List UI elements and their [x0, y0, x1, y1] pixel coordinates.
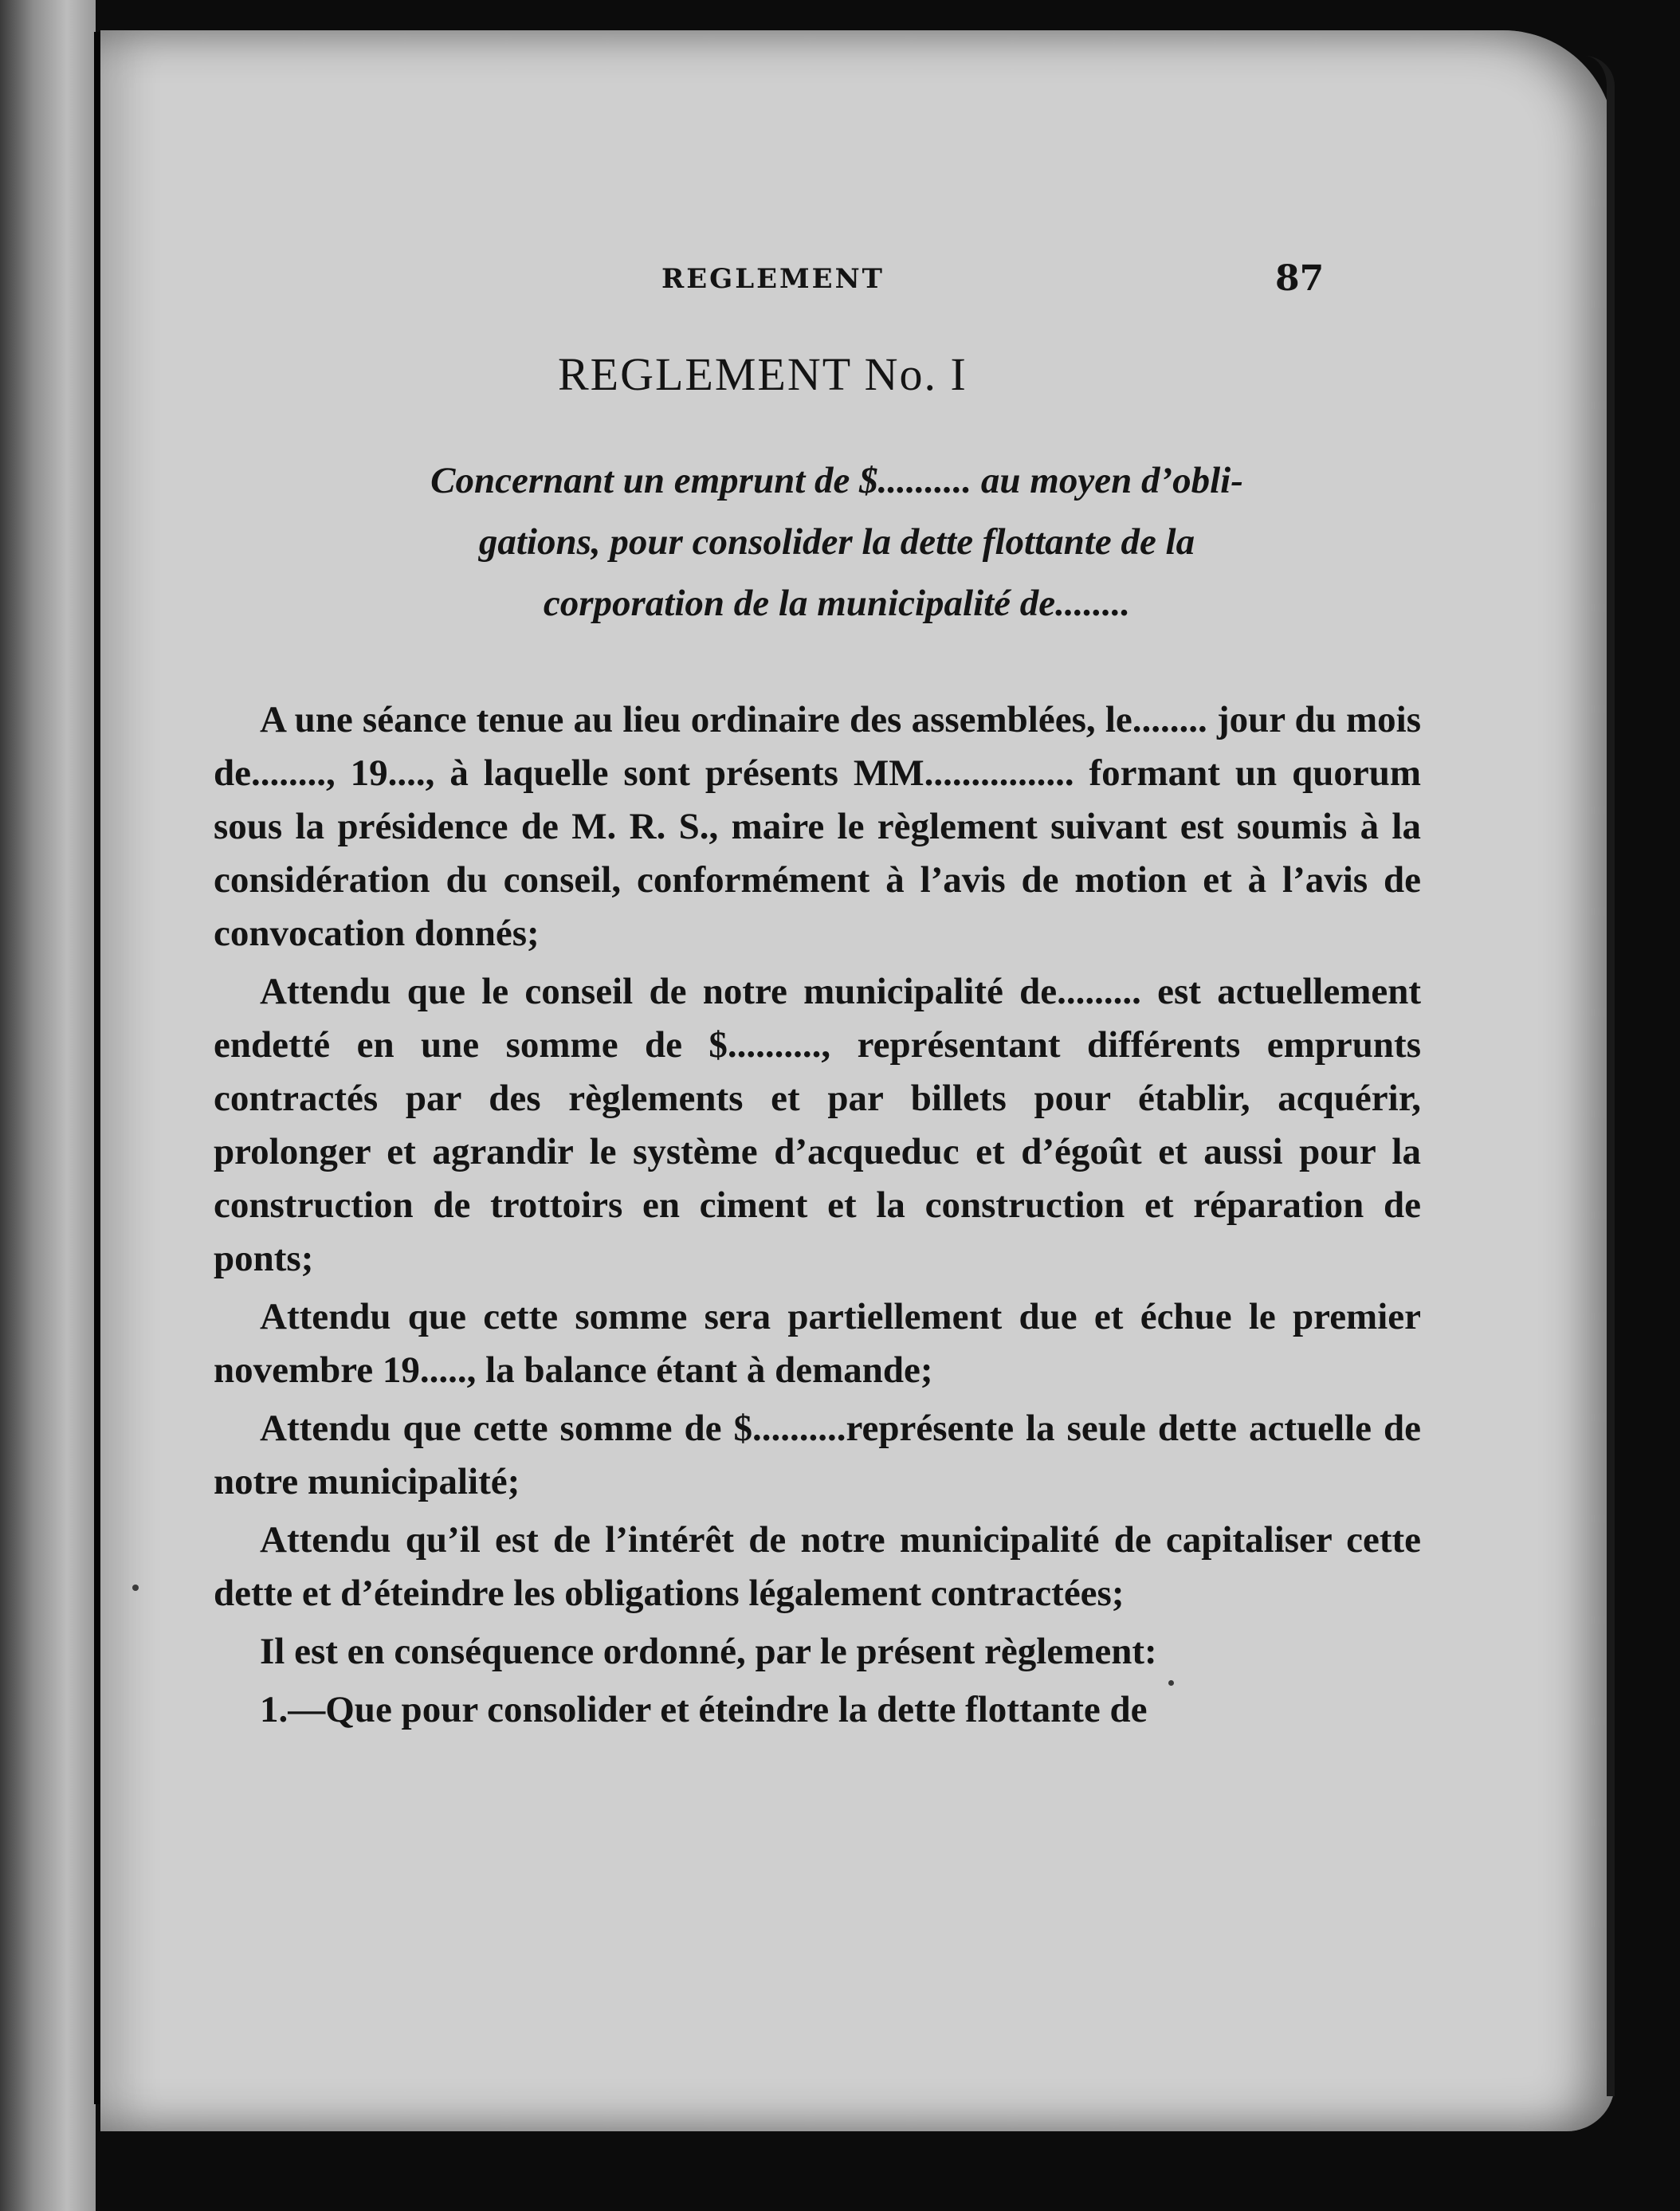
document-body	[214, 693, 1421, 1742]
book-spine	[94, 32, 100, 2104]
paragraph: Il est en conséquence ordonné, par le présent règlement:	[260, 1631, 1157, 1672]
running-head: REGLEMENT	[661, 263, 885, 295]
subtitle-line: Concernant un emprunt de $.......... au moyen d’obli-	[430, 460, 1243, 501]
paragraph: Attendu que cette somme sera partiellement due et échue le premier novembre 19....., la balance étant à demande;	[214, 1296, 1421, 1391]
paragraph: 1.—Que pour consolider et éteindre la dette flottante de	[260, 1689, 1148, 1730]
subtitle-line: corporation de la municipalité de........	[543, 583, 1131, 624]
document-subtitle	[215, 450, 1458, 634]
document-title: REGLEMENT No. I	[558, 348, 968, 400]
page-edge	[1584, 56, 1615, 2096]
paragraph: Attendu que cette somme de $..........représente la seule dette actuelle de notre municipalité;	[214, 1408, 1421, 1502]
subtitle-line: gations, pour consolider la dette flottante de la	[478, 521, 1195, 563]
scan-speck	[132, 1585, 139, 1591]
paragraph: Attendu qu’il est de l’intérêt de notre municipalité de capitaliser cette dette et d’éteindre les obligations légalement contractées;	[214, 1519, 1421, 1614]
page-number: 87	[1275, 258, 1325, 299]
paragraph: A une séance tenue au lieu ordinaire des assemblées, le........ jour du mois de........, 19...., à laquelle sont présents MM................ formant un quorum sous la présidence de M. R. S., maire le règlement suivant est soumis à la considération du conseil, conformément à l’avis de motion et à l’avis de convocation donnés;	[214, 699, 1421, 954]
paragraph: Attendu que le conseil de notre municipalité de......... est actuellement endetté en une somme de $.........., représentant différents emprunts contractés par des règlements et par billets pour établir, acquérir, prolonger et agrandir le système d’acqueduc et d’égoût et aussi pour la construction de trottoirs en ciment et la construction et réparation de ponts;	[214, 971, 1421, 1279]
page-gutter	[0, 0, 96, 2211]
